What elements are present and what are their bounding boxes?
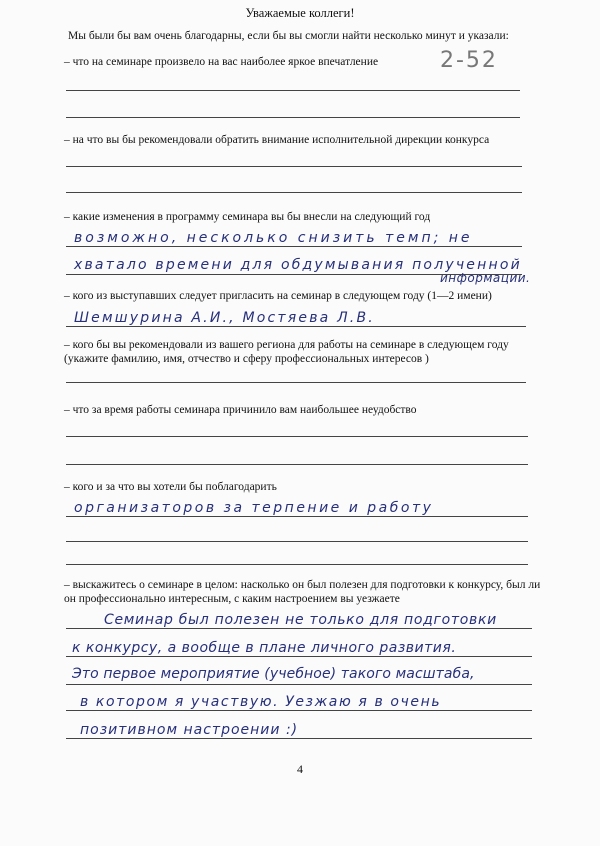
question-8: – выскажитесь о семинаре в целом: насколько он был полезен для подготовки к конкурсу, был ли он профессионально интересным, с каким настроением вы уезжаете xyxy=(64,579,541,605)
answer-line xyxy=(66,192,522,193)
answer-q3-line1: возможно, несколько снизить темп; не xyxy=(74,230,473,246)
answer-q3-line3: информации. xyxy=(440,271,531,285)
form-code: 2-52 xyxy=(440,48,498,73)
answer-line xyxy=(66,628,532,629)
answer-line xyxy=(66,436,528,437)
answer-line xyxy=(66,684,532,685)
question-7: – кого и за что вы хотели бы поблагодарить xyxy=(64,481,277,493)
answer-line xyxy=(66,541,528,542)
answer-line xyxy=(66,382,526,383)
answer-line xyxy=(66,564,528,565)
answer-line xyxy=(66,656,532,657)
question-4: – кого из выступавших следует пригласить на семинар в следующем году (1—2 имени) xyxy=(64,290,492,302)
answer-line xyxy=(66,90,520,91)
question-5: – кого бы вы рекомендовали из вашего региона для работы на семинаре в следующем году (укажите фамилию, имя, отчество и сферу профессиональных интересов ) xyxy=(64,339,509,365)
answer-q8-line3: Это первое мероприятие (учебное) такого масштаба, xyxy=(72,666,475,682)
answer-q8-line5: позитивном настроении :) xyxy=(80,722,299,738)
answer-q4-line1: Шемшурина А.И., Мостяева Л.В. xyxy=(74,310,375,326)
question-3: – какие изменения в программу семинара вы бы внесли на следующий год xyxy=(64,211,431,223)
answer-line xyxy=(66,166,522,167)
answer-line xyxy=(66,710,532,711)
answer-line xyxy=(66,516,528,517)
page-title: Уважаемые коллеги! xyxy=(245,6,355,20)
answer-line xyxy=(66,326,526,327)
answer-line xyxy=(66,117,520,118)
answer-q8-line4: в котором я участвую. Уезжаю я в очень xyxy=(80,694,442,710)
page-number: 4 xyxy=(297,762,303,776)
answer-q8-line2: к конкурсу, а вообще в плане личного развития. xyxy=(72,640,457,656)
question-2: – на что вы бы рекомендовали обратить внимание исполнительной дирекции конкурса xyxy=(64,134,490,146)
answer-line xyxy=(66,464,528,465)
question-6: – что за время работы семинара причинило вам наибольшее неудобство xyxy=(64,404,417,416)
question-1: – что на семинаре произвело на вас наиболее яркое впечатление xyxy=(64,56,379,68)
answer-q7-line1: организаторов за терпение и работу xyxy=(74,500,434,516)
answer-q8-line1: Семинар был полезен не только для подготовки xyxy=(104,612,497,628)
answer-line xyxy=(66,738,532,739)
intro-text: Мы были бы вам очень благодарны, если бы вы смогли найти несколько минут и указали: xyxy=(68,30,509,42)
answer-line xyxy=(66,246,522,247)
answer-q3-line2: хватало времени для обдумывания полученной xyxy=(74,257,522,273)
